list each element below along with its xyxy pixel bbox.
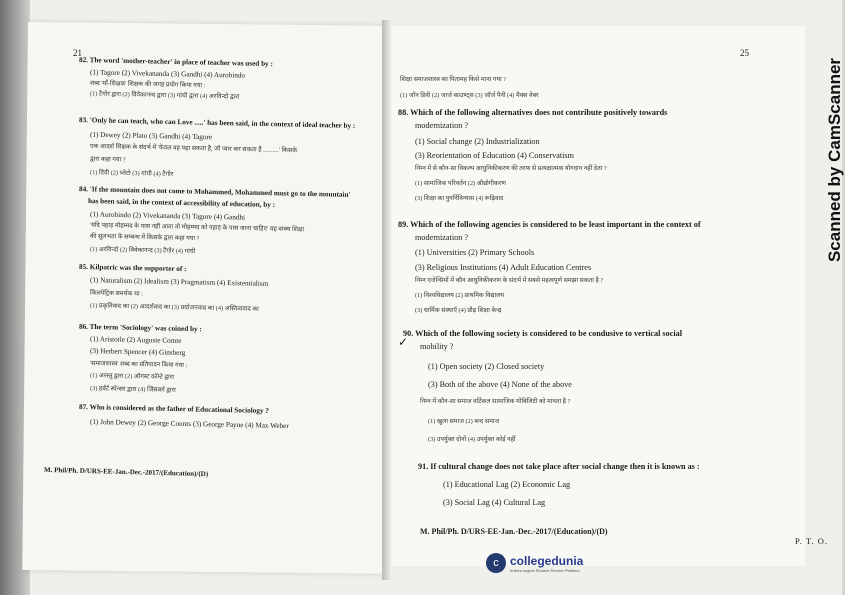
right-page-line-14: (1) विश्वविद्यालय (2) प्राथमिक विद्यालय [415, 292, 505, 299]
book-gutter [382, 20, 392, 580]
left-page-line-13: की सुलभता के सम्बन्ध में किसके द्वारा कहा गया ? [89, 232, 200, 243]
right-page-line-19: (3) Both of the above (4) None of the above [428, 380, 572, 389]
left-page-line-14: (1) अरविन्दो (2) विवेकानन्द (3) टैगोर (4) गांधी [89, 245, 196, 256]
right-page-line-0: शिक्षा समाजशास्त्र का पितामह किसे माना गया ? [400, 76, 507, 83]
left-page-line-23: (1) अरस्तु द्वारा (2) ऑगस्ट कॉम्टे द्वारा [89, 372, 174, 381]
right-page-line-12: (3) Religious Institutions (4) Adult Education Centres [415, 263, 592, 272]
right-page-line-9: 89. Which of the following agencies is considered to be least important in the context of [398, 220, 701, 229]
left-page-line-15: 85. Kilpatric was the supporter of : [78, 262, 187, 274]
left-page-line-18: (1) प्रकृतिवाद का (2) आदर्शवाद का (3) प्रयोजनवाद का (4) अस्तित्ववाद का [89, 302, 259, 313]
left-page-line-21: (3) Herbert Spencer (4) Ginsberg [89, 347, 186, 357]
left-page-line-8: (1) डिवी (2) प्लेटो (3) गांधी (4) टैगोर [89, 169, 174, 178]
left-page-line-6: एक आदर्श शिक्षक के संदर्भ में 'केवल वह पढ़ा सकता है, जो प्यार कर सकता है ..........' किसके [89, 142, 298, 155]
collegedunia-logo-icon: c [486, 553, 506, 573]
left-page-line-10: has been said, in the context of accessibility of education, by : [87, 197, 276, 209]
left-page-line-16: (1) Naturalism (2) Idealism (3) Pragmatism (4) Existentialism [89, 276, 269, 288]
right-page-line-17: mobility ? [420, 342, 454, 351]
right-page-line-11: (1) Universities (2) Primary Schools [415, 248, 535, 257]
brand-name: collegedunia [510, 553, 584, 568]
watermark-text: Scanned by CamScanner [825, 57, 844, 263]
left-page-line-0: 82. The word 'mother-teacher' in place of teacher was used by : [78, 55, 273, 69]
left-page-line-19: 86. The term 'Sociology' was coined by : [78, 322, 202, 334]
collegedunia-brand [486, 553, 583, 573]
left-page-footer: M. Phil/Ph. D/URS-EE-Jan.-Dec.-2017/(Education)/(D) [43, 465, 209, 479]
left-page-line-7: द्वारा कहा गया ? [89, 155, 126, 164]
right-page-number: 25 [740, 48, 749, 58]
right-page-line-20: निम्न में कौन-सा समाज वर्टिकल सामाजिक मोबिलिटी को मानता है ? [420, 398, 571, 405]
right-page-line-24: (1) Educational Lag (2) Economic Lag [443, 480, 571, 489]
right-page-line-1: (1) जॉन डिवी (2) जार्ज काउण्ट्स (3) जॉर्ज पैनी (4) मैक्स वेबर [400, 92, 539, 99]
right-page-line-25: (3) Social Lag (4) Cultural Lag [443, 498, 546, 507]
right-page-line-5: (3) Reorientation of Education (4) Conservatism [415, 151, 574, 160]
left-page-line-5: (1) Dewey (2) Plato (3) Gandhi (4) Tagore [89, 130, 213, 142]
right-page-line-21: (1) खुला समाज (2) बन्द समाज [428, 418, 500, 425]
camscanner-watermark [805, 30, 844, 300]
pto-label: P. T. O. [795, 536, 828, 546]
left-page-line-12: 'यदि पहाड़ मोहम्मद के पास नहीं आता तो मोहम्मद को पहाड़ के पास जाना चाहिए' यह वाक्य शिक्षा [89, 221, 305, 234]
right-page-line-3: modernization ? [415, 121, 468, 130]
right-page-line-16: 90. Which of the following society is considered to be condusive to vertical social [403, 329, 682, 338]
brand-tagline: India's largest Student Review Platform [510, 567, 580, 573]
right-page-line-18: (1) Open society (2) Closed society [428, 362, 545, 371]
left-page-line-4: 83. 'Only he can teach, who can Love .....' has been said, in the context of ideal teacher by : [78, 116, 356, 130]
left-page-line-25: 87. Who is considered as the father of Educational Sociology ? [78, 403, 269, 415]
left-page-line-3: (1) टैगोर द्वारा (2) विवेकानन्द द्वारा (3) गांधी द्वारा (4) अरविन्दो द्वारा [89, 90, 240, 101]
left-page-line-9: 84. 'If the mountain does not come to Mohammed, Mohammed must go to the mountain' [78, 185, 351, 199]
right-page-line-23: 91. If cultural change does not take place after social change then it is known as : [418, 462, 700, 471]
left-page-line-20: (1) Aristotle (2) Auguste Comte [89, 335, 182, 345]
right-page-line-13: निम्न एजेन्सियों में कौन आधुनिकीकरण के संदर्भ में सबसे महत्वपूर्ण समझा सकता है ? [415, 277, 604, 284]
left-page-line-26: (1) John Dewey (2) George Counts (3) George Payne (4) Max Weber [89, 417, 289, 431]
right-page-line-7: (1) सामाजिक परिवर्तन (2) औद्योगीकरण [415, 180, 506, 187]
right-page-line-4: (1) Social change (2) Industrialization [415, 137, 540, 146]
left-page-line-1: (1) Tagore (2) Vivekananda (3) Gandhi (4) Aurobindo [89, 68, 246, 80]
right-page-line-15: (3) धार्मिक संस्थाएँ (4) प्रौढ़ शिक्षा केन्द्र [415, 307, 502, 314]
right-page-line-22: (3) उपर्युक्त दोनों (4) उपर्युक्त कोई नहीं [428, 436, 516, 443]
right-page-footer: M. Phil/Ph. D/URS-EE-Jan.-Dec.-2017/(Education)/(D) [420, 527, 608, 536]
left-page [22, 22, 390, 574]
right-page-line-2: 88. Which of the following alternatives does not contribute positively towards [398, 108, 668, 117]
right-page-line-6: निम्न में से कौन-सा विकल्प आधुनिकीकरण की तरफ से प्रत्यक्षात्मक योगदान नहीं देता ? [415, 165, 607, 172]
left-page-line-22: 'समाजशास्त्र' शब्द का प्रतिपादन किया गया : [89, 359, 188, 370]
left-page-line-17: किलपेट्रिक समर्थक था : [89, 289, 144, 298]
right-page-line-8: (3) शिक्षा का पुनर्निविन्यास (4) रूढ़िवाद [415, 195, 504, 202]
pen-check-mark: ✓ [398, 335, 409, 349]
left-page-line-24: (3) हर्बर्ट स्पेन्सर द्वारा (4) जिंसबर्ग द्वारा [89, 385, 176, 394]
left-page-line-11: (1) Aurobindo (2) Vivekananda (3) Tagore (4) Gandhi [89, 210, 246, 222]
left-page-line-2: शब्द 'माँ-शिक्षक' शिक्षक की जगह प्रयोग किया गया : [89, 79, 206, 90]
left-page-number: 21 [73, 48, 82, 58]
right-page-line-10: modernization ? [415, 233, 468, 242]
